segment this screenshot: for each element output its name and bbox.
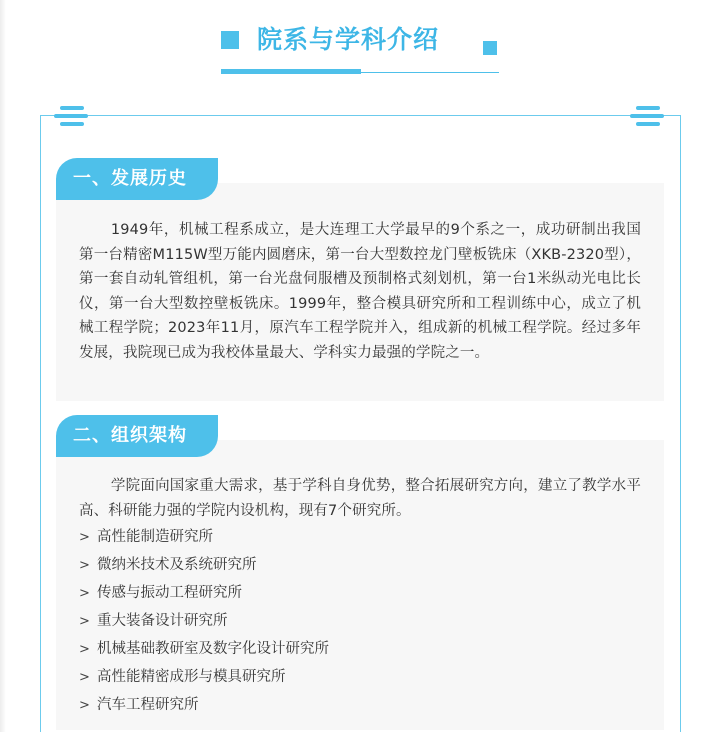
institute-name: 传感与振动工程研究所 [97, 585, 242, 601]
organization-paragraph: 学院面向国家重大需求，基于学科自身优势，整合拓展研究方向，建立了教学水平高、科研能力强的学院内设机构，现有7个研究所。 [79, 478, 641, 519]
title-dot-icon [483, 41, 497, 55]
institute-name: 汽车工程研究所 [97, 697, 199, 713]
history-paragraph: 1949年，机械工程系成立，是大连理工大学最早的9个系之一，成功研制出我国第一台精密M115W型万能内圆磨床，第一台大型数控龙门壁板铣床（XKB-2320型），第一套自动轧管组机，第一台光盘伺服槽及预制格式刻划机，第一台1米纵动光电比长仪，第一台大型数控壁板铣床。1999年，整合模具研究所和工程训练中心，成立了机械工程学院；2023年11月，原汽车工程学院并入，组成新的机械工程学院。经过多年发展，我院现已成为我校体量最大、学科实力最强的学院之一。 [79, 222, 641, 361]
institute-name: 机械基础教研室及数字化设计研究所 [97, 641, 329, 657]
list-item [79, 635, 639, 663]
chevron-right-icon: > [79, 558, 90, 573]
title-square-icon [221, 31, 239, 49]
corner-lines-right-icon [630, 104, 666, 130]
list-item [79, 523, 639, 551]
list-item [79, 691, 639, 719]
page-title: 院系与学科介绍 [257, 25, 440, 54]
list-item [79, 607, 639, 635]
history-heading: 一、发展历史 [56, 158, 218, 200]
chevron-right-icon: > [79, 670, 90, 685]
institute-name: 高性能制造研究所 [97, 529, 213, 545]
left-edge-shadow [0, 0, 6, 732]
institute-name: 高性能精密成形与模具研究所 [97, 669, 286, 685]
chevron-right-icon: > [79, 642, 90, 657]
institute-list [79, 523, 639, 719]
title-underline-thin [361, 72, 499, 73]
institute-name: 微纳米技术及系统研究所 [97, 557, 257, 573]
list-item [79, 663, 639, 691]
list-item [79, 579, 639, 607]
organization-heading: 二、组织架构 [56, 415, 218, 457]
list-item [79, 551, 639, 579]
section-header [221, 22, 499, 78]
corner-lines-left-icon [52, 104, 88, 130]
chevron-right-icon: > [79, 614, 90, 629]
chevron-right-icon: > [79, 530, 90, 545]
institute-name: 重大装备设计研究所 [97, 613, 228, 629]
chevron-right-icon: > [79, 586, 90, 601]
chevron-right-icon: > [79, 698, 90, 713]
title-underline-thick [221, 69, 361, 74]
